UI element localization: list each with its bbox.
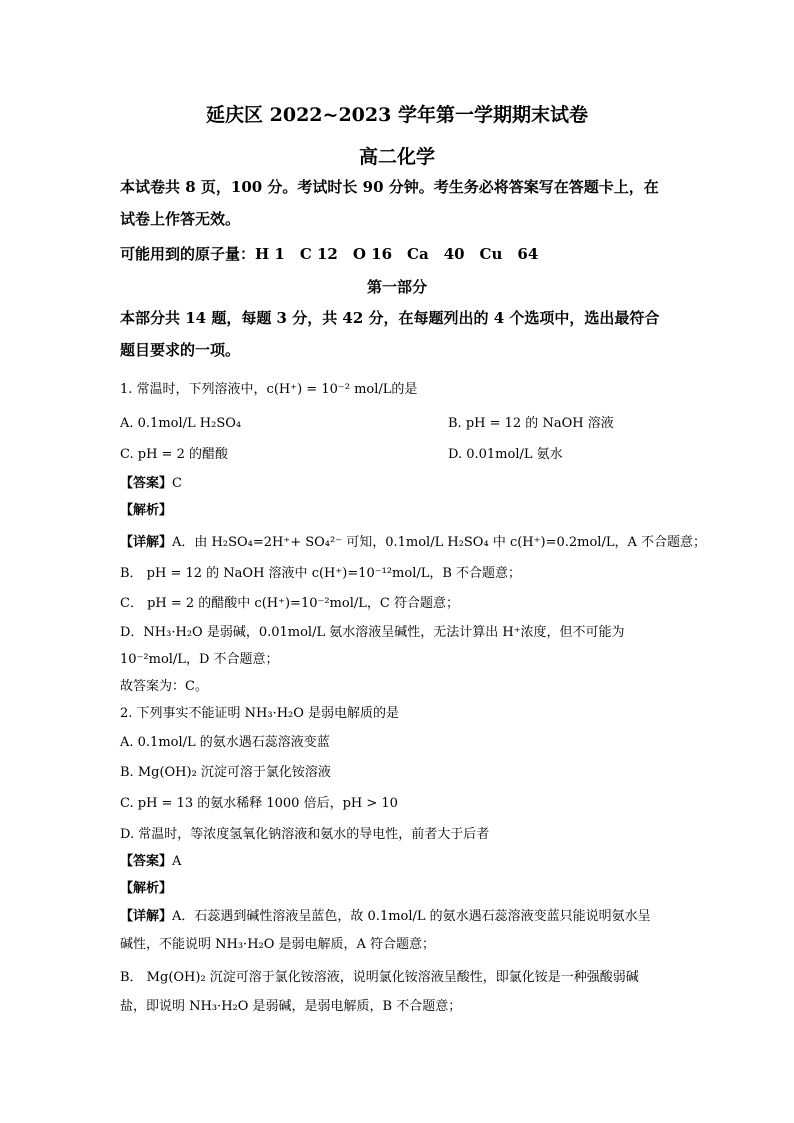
- q1-stem-formula: c(H⁺) = 10⁻² mol/L: [266, 382, 392, 397]
- q2-detail-3: B． Mg(OH)₂ 沉淀可溶于氯化铵溶液，说明氯化铵溶液呈酸性，即氯化铵是一种强酸弱碱: [120, 970, 639, 985]
- q1-answer-tag: 【答案】: [120, 476, 173, 491]
- q2-detail-1-text: A．石蕊遇到碱性溶液呈蓝色，故 0.1mol/L 的氨水遇石蕊溶液变蓝只能说明氨水呈: [172, 909, 651, 924]
- q1-detail-4: D．NH₃·H₂O 是弱碱，0.01mol/L 氨水溶液呈碱性，无法计算出 H⁺浓度，但不可能为: [120, 625, 625, 640]
- q2-detail-tag: 【详解】: [120, 909, 173, 924]
- atomic-masses: 可能用到的原子量：H 1 C 12 O 16 Ca 40 Cu 64: [120, 245, 539, 263]
- q1-detail-2: B． pH = 12 的 NaOH 溶液中 c(H⁺)=10⁻¹²mol/L，B 不合题意；: [120, 566, 522, 581]
- q1-detail-5: 10⁻²mol/L，D 不合题意；: [120, 652, 279, 667]
- q1-answer: [120, 474, 680, 494]
- q1-detail-1: [120, 533, 706, 553]
- q1-detail-tag: 【详解】: [120, 535, 173, 550]
- q2-detail-2: 碱性，不能说明 NH₃·H₂O 是弱电解质，A 符合题意；: [120, 937, 436, 952]
- exam-title: 延庆区 2022~2023 学年第一学期期末试卷: [206, 104, 588, 126]
- q2-answer-tag: 【答案】: [120, 854, 173, 869]
- q2-answer: [120, 852, 680, 872]
- exam-subtitle: 高二化学: [358, 146, 435, 168]
- q2-detail-1: [120, 907, 680, 927]
- q1-conclusion: 故答案为：C。: [120, 679, 208, 694]
- part-desc-2: 题目要求的一项。: [120, 341, 241, 359]
- q1-answer-value: C: [172, 476, 182, 491]
- q1-stem-text: 1. 常温时，下列溶液中，: [120, 382, 267, 397]
- part-desc-1: 本部分共 14 题，每题 3 分，共 42 分，在每题列出的 4 个选项中，选出最符合: [120, 309, 660, 327]
- q1-stem-end: 的是: [391, 382, 418, 397]
- q2-option-b: B. Mg(OH)₂ 沉淀可溶于氯化铵溶液: [120, 765, 331, 780]
- q2-answer-value: A: [172, 854, 182, 869]
- q2-stem: 2. 下列事实不能证明 NH₃·H₂O 是弱电解质的是: [120, 706, 400, 721]
- q2-detail-4: 盐，即说明 NH₃·H₂O 是弱碱，是弱电解质，B 不合题意；: [120, 999, 462, 1014]
- q2-option-c: C. pH = 13 的氨水稀释 1000 倍后，pH > 10: [120, 796, 398, 811]
- q2-analysis-tag: 【解析】: [120, 881, 173, 896]
- q1-option-a: A. 0.1mol/L H₂SO₄: [120, 416, 242, 431]
- q1-detail-3: C． pH = 2 的醋酸中 c(H⁺)=10⁻²mol/L，C 符合题意；: [120, 596, 459, 611]
- part-heading: 第一部分: [366, 278, 427, 296]
- q1-option-d: D. 0.01mol/L 氨水: [448, 447, 563, 462]
- q2-option-a: A. 0.1mol/L 的氨水遇石蕊溶液变蓝: [120, 735, 330, 750]
- intro-line-1: 本试卷共 8 页，100 分。考试时长 90 分钟。考生务必将答案写在答题卡上，在: [120, 178, 659, 196]
- q1-stem: [120, 380, 680, 400]
- q1-option-c: C. pH = 2 的醋酸: [120, 447, 228, 462]
- q1-detail-1-text: A．由 H₂SO₄=2H⁺+ SO₄²⁻ 可知，0.1mol/L H₂SO₄ 中 c(H⁺)=0.2mol/L，A 不合题意；: [172, 535, 706, 550]
- q1-analysis-tag: 【解析】: [120, 503, 173, 518]
- q2-option-d: D. 常温时，等浓度氢氧化钠溶液和氨水的导电性，前者大于后者: [120, 827, 490, 842]
- intro-line-2: 试卷上作答无效。: [120, 210, 241, 228]
- q1-option-b: B. pH = 12 的 NaOH 溶液: [448, 416, 614, 431]
